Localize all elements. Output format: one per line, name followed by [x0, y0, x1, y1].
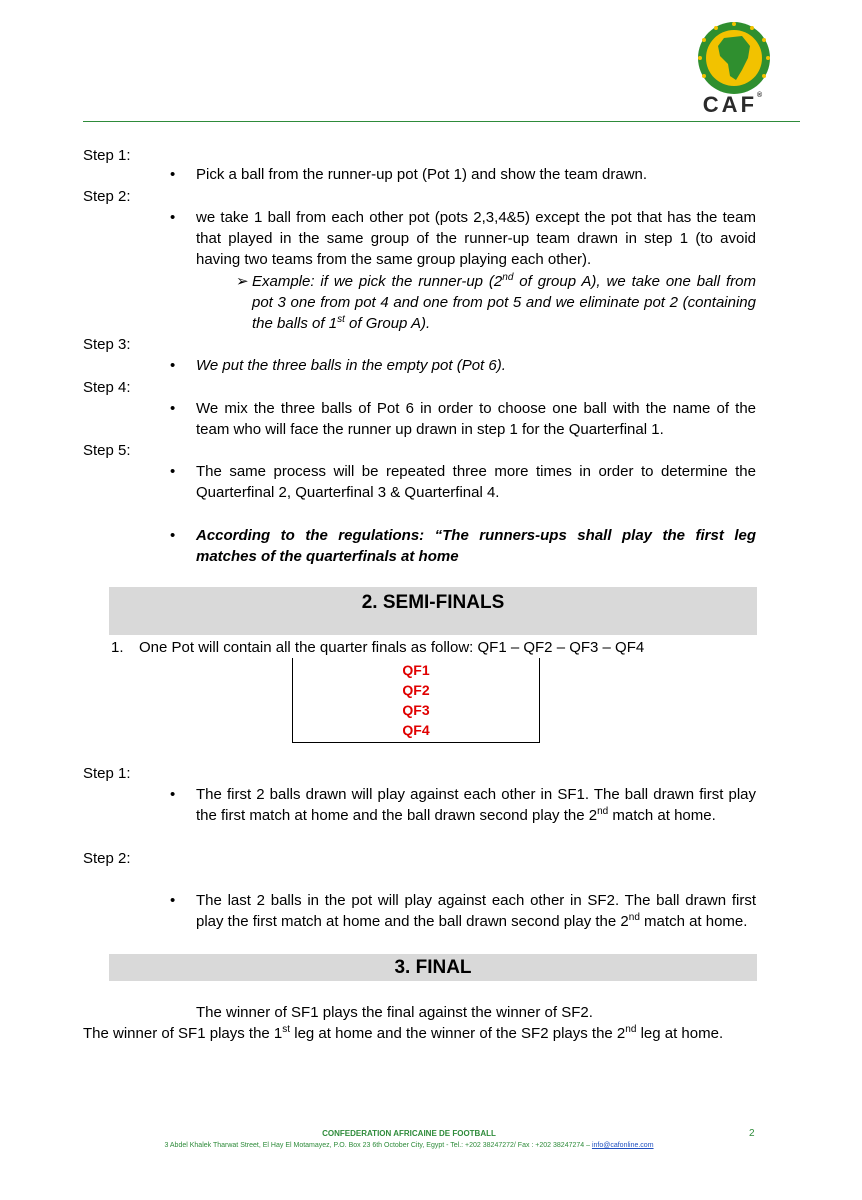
final-line-1: The winner of SF1 plays the final against the winner of SF2. [196, 1004, 593, 1021]
step-label: Step 1: [83, 147, 131, 164]
step-label: Step 2: [83, 188, 131, 205]
pot-item: QF4 [402, 722, 430, 738]
final-line-2: The winner of SF1 plays the 1st leg at home and the winner of the SF2 plays the 2nd leg at home. [83, 1024, 724, 1042]
pot-item: QF2 [402, 682, 430, 698]
step-label: Step 2: [83, 850, 131, 867]
footer-org: CONFEDERATION AFRICAINE DE FOOTBALL [322, 1129, 496, 1138]
caf-logo [684, 18, 784, 118]
bullet-icon: • [170, 892, 176, 909]
example-text: Example: if we pick the runner-up (2nd of group A), we take one ball from pot 3 one from pot 4 and one from pot 5 and we eliminate pot 2 (containing the balls of 1st of Group A). [252, 272, 757, 332]
step-text: The first 2 balls drawn will play against each other in SF1. The ball drawn first play the first match at home and the ball drawn second play the 2nd match at home. [196, 786, 756, 824]
step-text: we take 1 ball from each other pot (pots 2,3,4&5) except the pot that has the team that played in the same group of the runner-up team drawn in step 1 (to avoid having two teams from the same group playing each other). [196, 209, 756, 268]
footer-address: 3 Abdel Khalek Tharwat Street, El Hay El Motamayez, P.O. Box 23 6th October City, Egypt - Tel.: +202 38247272/ Fax : +202 38247274 – info@cafonline.com [164, 1142, 654, 1149]
regulation-note: According to the regulations: “The runners-ups shall play the first leg matches of the quarterfinals at home [196, 527, 756, 565]
step-text: We put the three balls in the empty pot (Pot 6). [196, 357, 506, 374]
step-label: Step 5: [83, 442, 131, 459]
step-text: We mix the three balls of Pot 6 in order to choose one ball with the name of the team who will face the runner up drawn in step 1 for the Quarterfinal 1. [196, 400, 756, 438]
list-text: One Pot will contain all the quarter finals as follow: QF1 – QF2 – QF3 – QF4 [139, 639, 645, 656]
header-rule [83, 121, 800, 122]
logo-text: CAF® [702, 92, 766, 117]
pot-item: QF1 [402, 662, 430, 678]
bullet-icon: • [170, 166, 176, 183]
step-label: Step 1: [83, 765, 131, 782]
quarterfinal-pot [292, 658, 540, 743]
bullet-icon: • [170, 209, 176, 226]
step-text: The last 2 balls in the pot will play against each other in SF2. The ball drawn first play the first match at home and the ball drawn second play the 2nd match at home. [196, 892, 756, 930]
step-label: Step 3: [83, 336, 131, 353]
footer-email-link[interactable]: info@cafonline.com [591, 1142, 654, 1149]
section-heading-semifinals: 2. SEMI-FINALS [109, 587, 757, 635]
bullet-icon: • [170, 786, 176, 803]
list-number: 1. [111, 639, 124, 656]
bullet-icon: • [170, 527, 176, 544]
bullet-icon: • [170, 400, 176, 417]
step-text: The same process will be repeated three more times in order to determine the Quarterfinal 2, Quarterfinal 3 & Quarterfinal 4. [196, 463, 756, 501]
bullet-icon: • [170, 463, 176, 480]
page-number: 2 [749, 1128, 755, 1139]
arrow-bullet-icon: ➢ [236, 273, 249, 290]
section-heading-final: 3. FINAL [109, 954, 757, 981]
pot-item: QF3 [402, 702, 430, 718]
step-label: Step 4: [83, 379, 131, 396]
step-text: Pick a ball from the runner-up pot (Pot 1) and show the team drawn. [196, 166, 648, 183]
bullet-icon: • [170, 357, 176, 374]
